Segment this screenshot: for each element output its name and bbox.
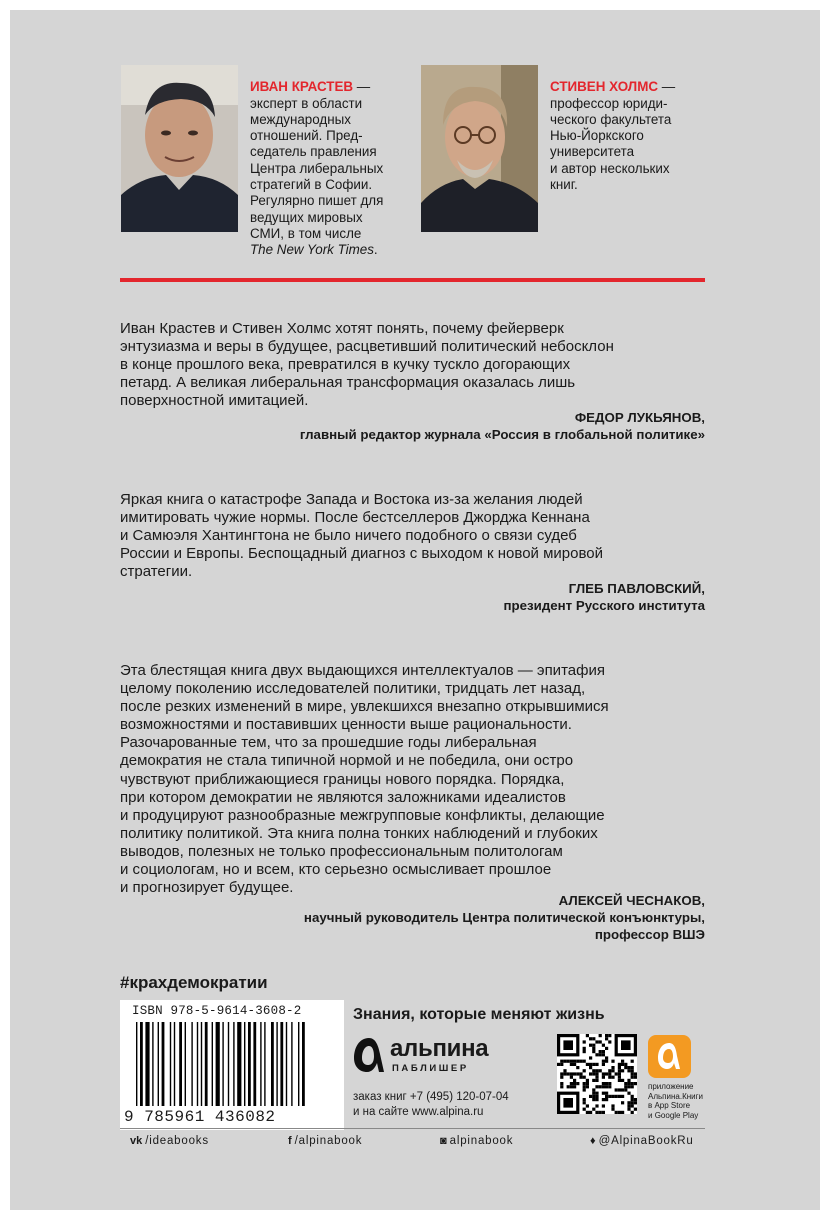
social-handle: alpinabook [449, 1135, 514, 1147]
vk-icon: vk [130, 1135, 143, 1147]
alpina-app-icon [648, 1035, 691, 1078]
app-store-info: приложение Альпина.Книги в App Store и Google Play [648, 1082, 703, 1120]
review-author: АЛЕКСЕЙ ЧЕСНАКОВ, научный руководитель Центра политической конъюнктуры, профессор ВШЭ [303, 893, 705, 942]
author-name: СТИВЕН ХОЛМС [550, 79, 659, 95]
publisher-subtitle: ПАБЛИШЕР [392, 1063, 469, 1074]
qr-code [557, 1034, 637, 1114]
author-bio-holmes: СТИВЕН ХОЛМС — профессор юриди- ческого факультета Нью-Йоркского университета и автор нескольких книг. [550, 79, 676, 193]
social-link-instagram[interactable] [440, 1135, 513, 1147]
review-quote: Яркая книга о катастрофе Запада и Востока из-за желания людей имитировать чужие нормы. После бестселлеров Джорджа Кеннана и Самюэля Хантингтона не было ничего подобного о связи судеб России и Европы. Беспощадный диагноз с выходом к новой мировой стратегии. [120, 491, 603, 581]
isbn-barcode [120, 1000, 344, 1130]
author-name: ИВАН КРАСТЕВ [250, 79, 354, 95]
author-photo-krastev [121, 65, 238, 232]
red-divider [120, 278, 705, 282]
social-link-facebook[interactable] [288, 1135, 362, 1147]
instagram-icon: ◙ [440, 1135, 447, 1147]
ean-digits: 9 785961 436082 [124, 1108, 276, 1126]
order-info: заказ книг +7 (495) 120-07-04 и на сайте www.alpina.ru [353, 1091, 509, 1118]
alpina-logo-icon [353, 1036, 385, 1079]
hashtag: #крахдемократии [120, 973, 268, 992]
twitter-icon: ♦ [590, 1135, 596, 1147]
author-photo-holmes [421, 65, 538, 232]
author-bio-text: профессор юриди- ческого факультета Нью-Йоркского университета и автор нескольких книг. [550, 95, 672, 193]
social-handle: /ideabooks [145, 1135, 209, 1147]
book-back-cover [10, 10, 820, 1210]
social-link-vk[interactable] [130, 1135, 209, 1147]
social-handle: @AlpinaBookRu [598, 1135, 694, 1147]
bottom-divider [120, 1128, 705, 1129]
social-handle: /alpinabook [294, 1135, 363, 1147]
publisher-name: альпина [390, 1035, 489, 1062]
review-author: ФЕДОР ЛУКЬЯНОВ, главный редактор журнала «Россия в глобальной политике» [299, 410, 705, 442]
facebook-icon: f [288, 1135, 292, 1147]
review-quote: Эта блестящая книга двух выдающихся интеллектуалов — эпитафия целому поколению исследователей политики, тридцать лет назад, после резких изменений в мире, увлекшихся внезапно открывшимися возможностями и поставивших ценности выше рациональности. Разочарованные тем, что за прошедшие годы либеральная демократия не стала типичной нормой и не победила, они остро чувствуют приближающиеся границы нового порядка. Порядка, при котором демократии не являются заложниками идеалистов и продуцируют разнообразные межгрупповые конфликты, делающие политику политикой. Эта книга полна тонких наблюдений и глубоких выводов, полезных не только профессиональным политологам и социологам, но и всем, кто серьезно осмысливает прошлое и прогнозирует будущее. [120, 662, 609, 897]
social-link-twitter[interactable] [590, 1135, 694, 1147]
publisher-slogan: Знания, которые меняют жизнь [353, 1006, 605, 1023]
isbn-number: ISBN 978-5-9614-3608-2 [132, 1004, 302, 1018]
newspaper-title: The New York Times [250, 242, 374, 258]
author-bio-krastev: ИВАН КРАСТЕВ — эксперт в области международных отношений. Пред- седатель правления Центра либеральных стратегий в Софии. Регулярно пишет для ведущих мировых СМИ, в том числе The New York Times. [250, 79, 384, 258]
review-author: ГЛЕБ ПАВЛОВСКИЙ, президент Русского института [503, 581, 705, 613]
author-bio-text: эксперт в области международных отношений. Пред- седатель правления Центра либеральных стратегий в Софии. Регулярно пишет для ведущих мировых СМИ, в том числе [250, 95, 384, 241]
review-quote: Иван Крастев и Стивен Холмс хотят понять, почему фейерверк энтузиазма и веры в будущее, расцветивший политический небосклон в конце прошлого века, превратился в кучку тускло догорающих петард. А великая либеральная трансформация оказалась лишь поверхностной имитацией. [120, 320, 614, 410]
